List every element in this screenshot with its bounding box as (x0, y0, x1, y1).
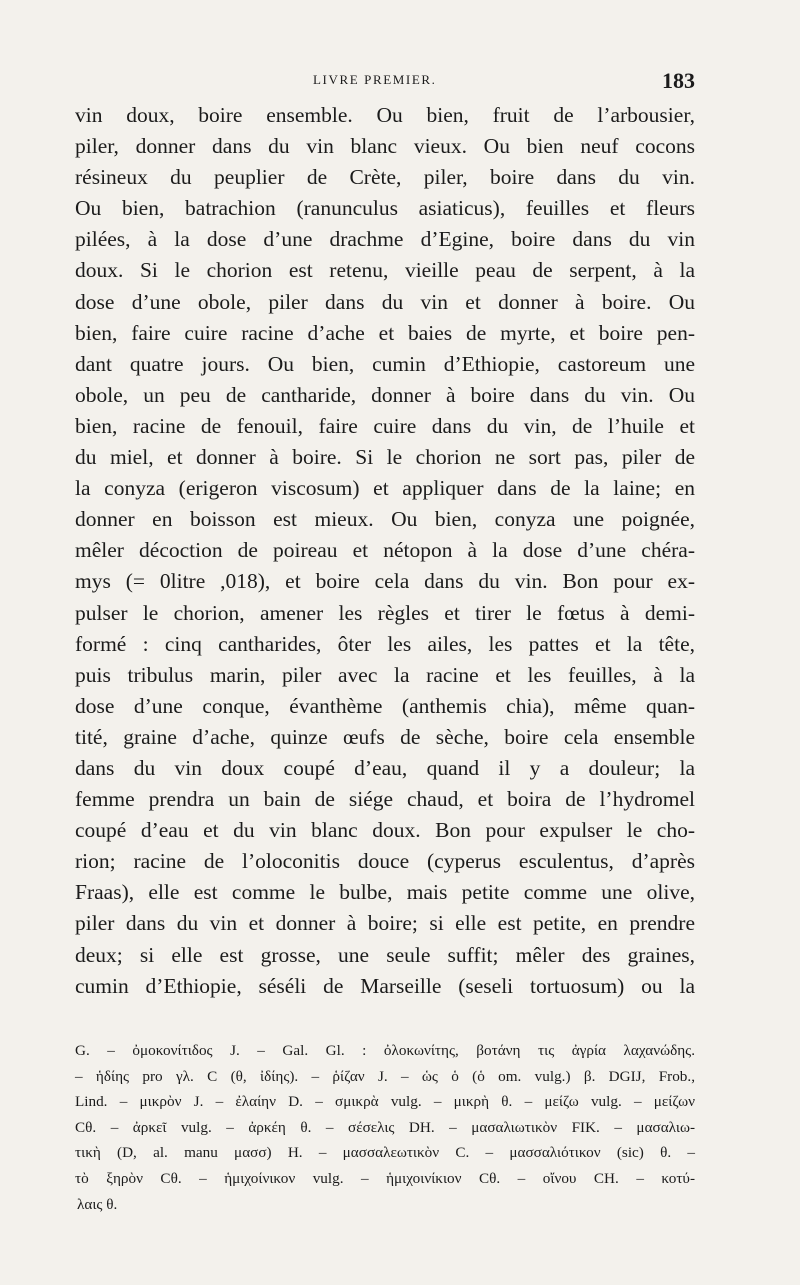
text-line: donner en boisson est mieux. Ou bien, conyza une poignée, (75, 507, 695, 532)
text-line: mêler décoction de poireau et nétopon à la dose d’une chéra- (75, 538, 695, 563)
text-line: mys (= 0litre ,018), et boire cela dans du vin. Bon pour ex- (75, 569, 695, 594)
critical-apparatus (75, 1038, 695, 1217)
footnote-line: λαις θ. (77, 1195, 118, 1213)
text-line: bien, faire cuire racine d’ache et baies de myrte, et boire pen- (75, 320, 695, 345)
text-line: bien, racine de fenouil, faire cuire dans du vin, de l’huile et (75, 413, 695, 438)
text-line: dant quatre jours. Ou bien, cumin d’Ethiopie, castoreum une (75, 351, 695, 376)
text-line: doux. Si le chorion est retenu, vieille peau de serpent, à la (75, 258, 695, 283)
footnote-line: Lind. – μικρὸν J. – ἐλαίην D. – σμικρὰ vulg. – μικρὴ θ. – μείζω vulg. – μείζων (75, 1093, 695, 1111)
text-line: rion; racine de l’oloconitis douce (cyperus esculentus, d’après (75, 849, 695, 874)
text-line: piler dans du vin et donner à boire; si elle est petite, en prendre (75, 911, 695, 936)
text-line: résineux du peuplier de Crète, piler, boire dans du vin. (75, 165, 695, 190)
text-line: vin doux, boire ensemble. Ou bien, fruit de l’arbousier, (75, 103, 695, 127)
footnote-line: Cθ. – ἀρκεῖ vulg. – ἀρκέη θ. – σέσελις DH. – μασαλιωτικὸν FIK. – μασαλιω- (75, 1118, 695, 1136)
text-line: dose d’une conque, évanthème (anthemis chia), même quan- (75, 693, 695, 718)
text-line: cumin d’Ethiopie, séséli de Marseille (seseli tortuosum) ou la (75, 973, 695, 998)
text-line: du miel, et donner à boire. Si le chorion ne sort pas, piler de (75, 445, 695, 470)
text-line: obole, un peu de cantharide, donner à boire dans du vin. Ou (75, 382, 695, 407)
text-line: deux; si elle est grosse, une seule suffit; mêler des graines, (75, 942, 695, 967)
text-line: Ou bien, batrachion (ranunculus asiaticus), feuilles et fleurs (75, 196, 695, 221)
text-line: coupé d’eau et du vin blanc doux. Bon pour expulser le cho- (75, 818, 695, 843)
page-header (75, 68, 695, 94)
body-text (75, 100, 695, 1002)
text-line: Fraas), elle est comme le bulbe, mais petite comme une olive, (75, 880, 695, 905)
footnote-line: τὸ ξηρὸν Cθ. – ἡμιχοίνικον vulg. – ἡμιχοινίκιον Cθ. – οἴνου CH. – κοτύ- (75, 1169, 695, 1187)
running-head: LIVRE PREMIER. (313, 72, 437, 87)
text-line: dans du vin doux coupé d’eau, quand il y a douleur; la (75, 755, 695, 780)
page-number: 183 (662, 68, 695, 93)
text-line: piler, donner dans du vin blanc vieux. Ou bien neuf cocons (75, 134, 695, 159)
text-line: pilées, à la dose d’une drachme d’Egine, boire dans du vin (75, 227, 695, 252)
footnote-line: G. – ὀμοκονίτιδος J. – Gal. Gl. : ὀλοκωνίτης, βοτάνη τις ἀγρία λαχανώδης. (75, 1042, 695, 1059)
text-line: femme prendra un bain de siége chaud, et boira de l’hydromel (75, 787, 695, 812)
text-line: la conyza (erigeron viscosum) et appliquer dans de la laine; en (75, 476, 695, 501)
text-line: puis tribulus marin, piler avec la racine et les feuilles, à la (75, 662, 695, 687)
footnote-line: τικὴ (D, al. manu μασσ) H. – μασσαλεωτικὸν C. – μασσαλιότικον (sic) θ. – (75, 1144, 695, 1162)
text-line: pulser le chorion, amener les règles et tirer le fœtus à demi- (75, 600, 695, 625)
footnote-line: – ἡδίης pro γλ. C (θ, ἰδίης). – ῥίζαν J. – ὡς ὁ (ὁ om. vulg.) β. DGIJ, Frob., (75, 1067, 695, 1085)
text-line: formé : cinq cantharides, ôter les ailes, les pattes et la tête, (75, 631, 695, 656)
text-line: dose d’une obole, piler dans du vin et donner à boire. Ou (75, 289, 695, 314)
text-line: tité, graine d’ache, quinze œufs de sèche, boire cela ensemble (75, 724, 695, 749)
